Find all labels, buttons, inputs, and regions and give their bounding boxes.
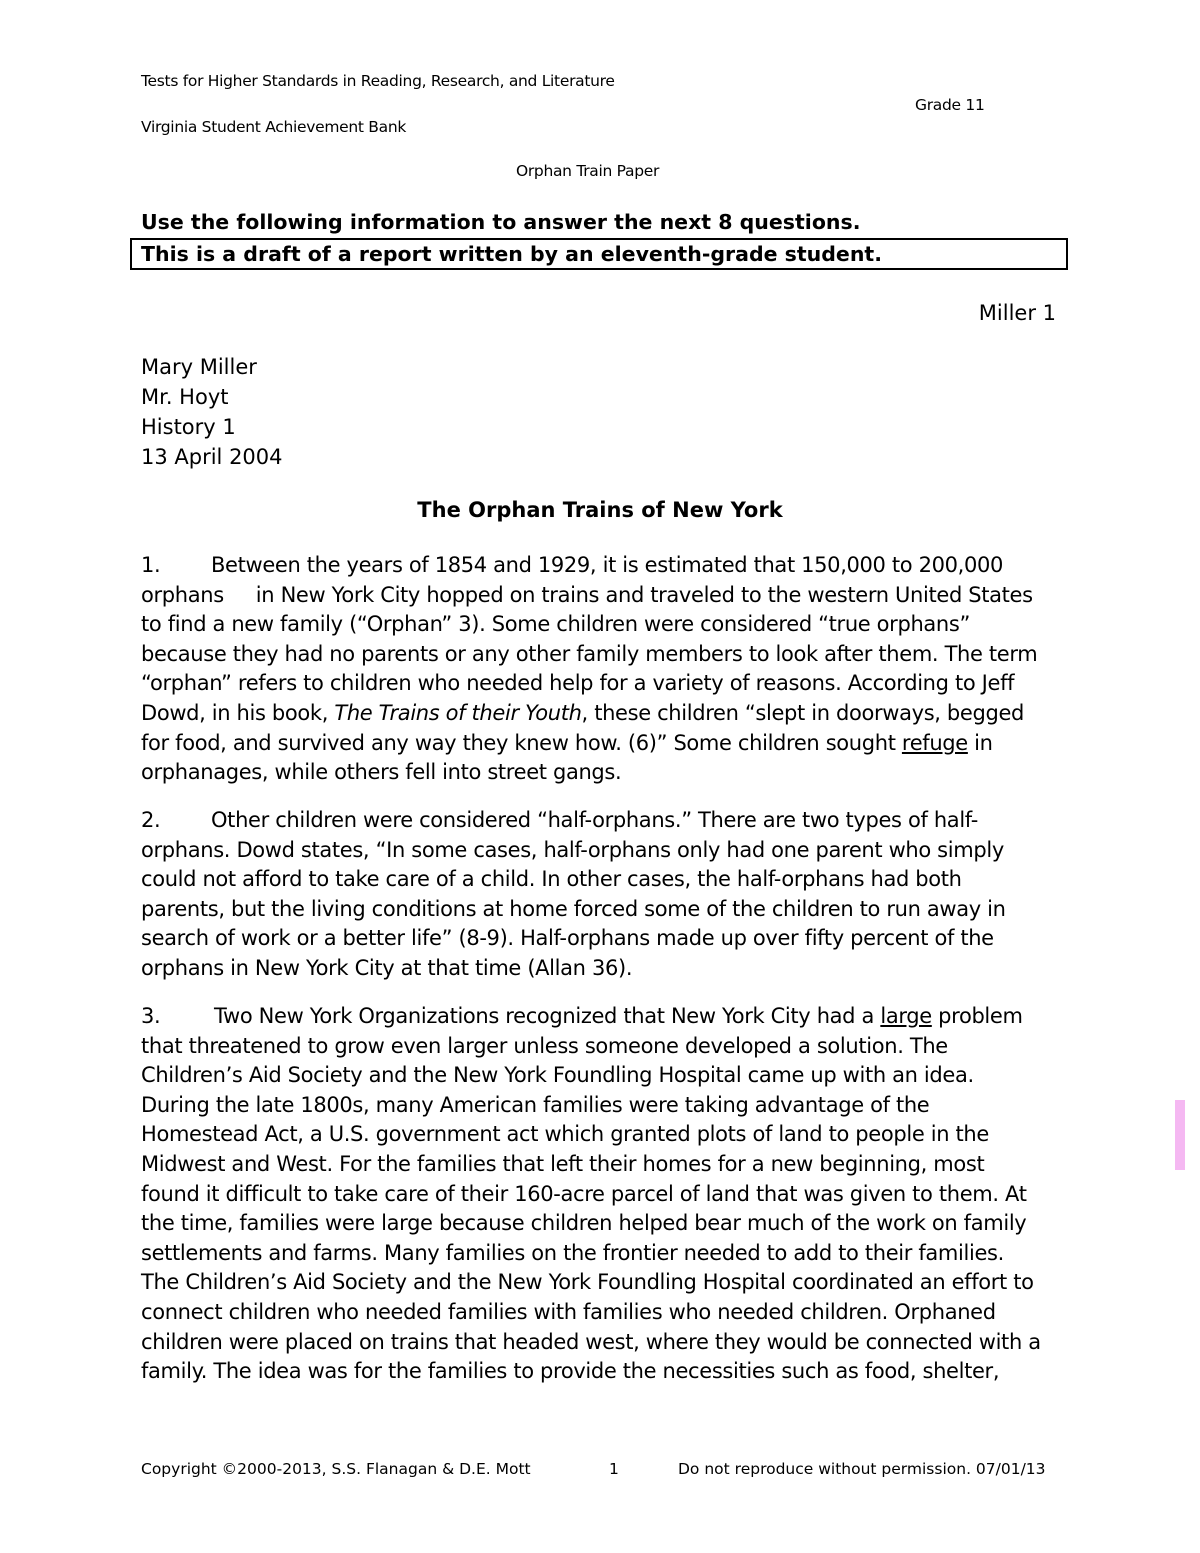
report-date: 13 April 2004 [141,445,283,469]
paragraph-line: the time, families were large because children helped bear much of the work on family [141,1211,1027,1236]
book-title: The Trains of their Youth [334,700,582,725]
paragraph-line: could not afford to take care of a child. In other cases, the half-orphans had both [141,867,962,892]
paragraph-line: orphanages, while others fell into street gangs. [141,760,622,785]
paragraph-number: 3. [141,1004,161,1028]
paragraph-number: 1. [141,553,161,577]
paragraph-line: The Children’s Aid Society and the New York Foundling Hospital coordinated an effort to [141,1270,1034,1295]
paragraph-line: found it difficult to take care of their 160-acre parcel of land that was given to them. At [141,1181,1027,1206]
margin-highlight-mark [1175,1100,1185,1170]
paragraph-line: search of work or a better life” (8-9). Half-orphans made up over fifty percent of the [141,926,994,951]
paragraph-line: 3. Two New York Organizations recognized that New York City had a large problem [141,1002,1063,1032]
paragraph-line: Children’s Aid Society and the New York Foundling Hospital came up with an idea. [141,1063,974,1088]
footer-notice: Do not reproduce without permission. 07/01/13 [678,1460,1046,1478]
paragraph-line: parents, but the living conditions at home forced some of the children to run away in [141,896,1006,921]
paragraph-1 [141,551,1063,788]
report-title: The Orphan Trains of New York [417,498,783,522]
paragraph-line: Midwest and West. For the families that left their homes for a new beginning, most [141,1151,985,1176]
page-id: Miller 1 [978,301,1056,325]
paragraph-line: family. The idea was for the families to provide the necessities such as food, shelter, [141,1359,1000,1384]
course-name: History 1 [141,415,236,439]
footer-page-number: 1 [609,1460,619,1478]
underlined-word-large: large [880,1004,932,1028]
paragraph-line: settlements and farms. Many families on the frontier needed to add to their families. [141,1240,1004,1265]
paragraph-line: to find a new family (“Orphan” 3). Some children were considered “true orphans” [141,612,971,637]
paragraph-line: that threatened to grow even larger unless someone developed a solution. The [141,1033,948,1058]
paragraph-line: Dowd, in his book, The Trains of their Youth, these children “slept in doorways, begged [141,700,1024,725]
paragraph-line: “orphan” refers to children who needed help for a variety of reasons. According to Jeff [141,671,1015,696]
paragraph-line: connect children who needed families with families who needed children. Orphaned [141,1299,996,1324]
paragraph-line: 1. Between the years of 1854 and 1929, it is estimated that 150,000 to 200,000 [141,551,1063,581]
header-bank-name: Virginia Student Achievement Bank [141,118,407,136]
paragraph-line: children were placed on trains that headed west, where they would be connected with a [141,1329,1041,1354]
paragraph-2 [141,806,1063,984]
header-grade: Grade 11 [915,96,985,114]
paragraph-3 [141,1002,1063,1387]
header-test-title: Tests for Higher Standards in Reading, Research, and Literature [141,72,615,90]
paragraph-line: orphans in New York City at that time (Allan 36). [141,955,633,980]
paragraph-line: for food, and survived any way they knew how. (6)” Some children sought refuge in [141,730,993,755]
instruction-line: Use the following information to answer the next 8 questions. [141,210,861,234]
paragraph-line: orphans. Dowd states, “In some cases, half-orphans only had one parent who simply [141,837,1004,862]
paragraph-line: During the late 1800s, many American families were taking advantage of the [141,1092,930,1117]
instruction-boxed-line: This is a draft of a report written by an eleventh-grade student. [141,242,883,266]
teacher-name: Mr. Hoyt [141,385,229,409]
paragraph-line: because they had no parents or any other family members to look after them. The term [141,641,1038,666]
header-paper-title: Orphan Train Paper [515,162,660,180]
footer-copyright: Copyright ©2000-2013, S.S. Flanagan & D.E. Mott [141,1460,531,1478]
paragraph-line: Homestead Act, a U.S. government act which granted plots of land to people in the [141,1122,989,1147]
paragraph-line: 2. Other children were considered “half-orphans.” There are two types of half- [141,806,1063,836]
paragraph-line: orphans in New York City hopped on trains and traveled to the western United States [141,582,1033,607]
paragraph-number: 2. [141,808,161,832]
underlined-word-refuge: refuge [901,730,968,755]
student-name: Mary Miller [141,355,257,379]
